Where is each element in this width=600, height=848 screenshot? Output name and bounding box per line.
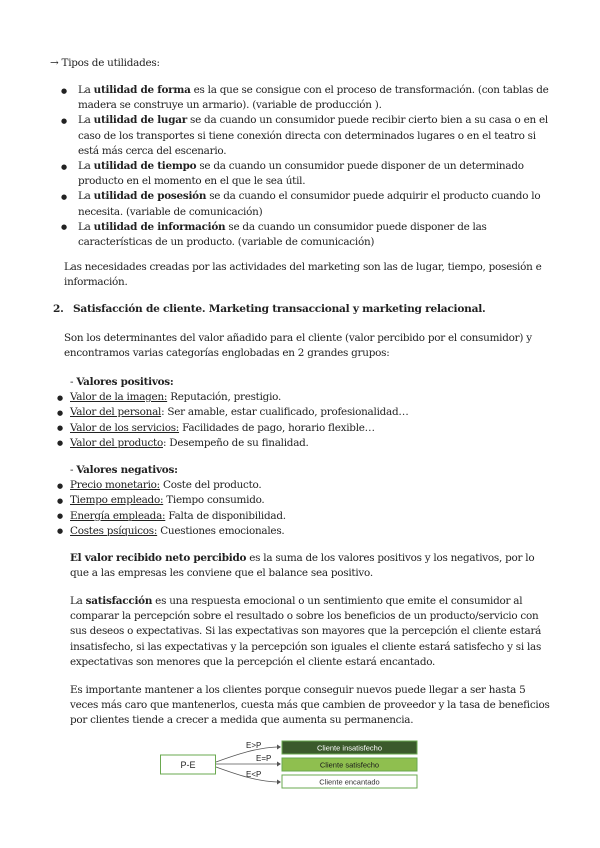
outcome-label: Cliente satisfecho [319,760,380,770]
source-label: P-E [180,760,196,770]
group-title [70,463,286,478]
item-term: Tiempo empleado: [70,494,164,507]
outcome-label: Cliente insatisfecho [316,743,383,753]
item-term: Valor de los servicios: [70,421,180,434]
item-term: utilidad de forma [93,84,191,96]
item-term: Costes psíquicos: [70,524,158,537]
item-text: Tiempo consumido. [163,494,265,507]
item-prefix: La [78,190,94,203]
utilidades-list [78,83,550,250]
group-title-text: Valores positivos: [76,376,174,388]
valores-positivos-list [70,390,409,451]
condition-label: E>P [246,741,262,750]
list-item [78,159,550,189]
group-dash: - [70,376,77,388]
outcome-label: Cliente encantado [319,777,380,787]
item-prefix: La [78,160,94,173]
list-item [78,220,550,250]
item-term: Valor del producto [70,436,163,449]
item-text: es la que se consigue con el proceso de transformación. (con tablas de madera se construye un armario). (variable de producción ). [78,84,549,112]
list-item [70,421,409,436]
valor-neto-term: El valor recibido neto percibido [70,552,247,564]
valores-negativos-group [70,463,286,539]
list-item [78,189,550,219]
section-heading [53,302,553,317]
arrow-head [277,762,281,767]
satisfaccion-prefix: La [70,595,86,607]
item-text: Falta de disponibilidad. [165,509,286,522]
group-title-text: Valores negativos: [76,464,178,476]
item-text: Reputación, prestigio. [167,391,282,404]
item-text: se da cuando un consumidor puede disponer de un determinado producto en el momento en el que le sea útil. [78,160,524,188]
item-text: se da cuando un consumidor puede recibir cierto bien a su casa o en el caso de los transportes si tiene conexión directa con determinados lugares o en el teatro si está más cerca del escenario. [78,114,548,157]
item-term: utilidad de lugar [93,114,187,127]
arrow-head [277,780,281,785]
item-text: Coste del producto. [159,479,262,492]
item-text: se da cuando el consumidor puede adquirir el producto cuando lo necesita. (variable de comunicación) [78,190,541,218]
list-item [70,478,286,493]
item-prefix: La [78,84,94,96]
item-prefix: La [78,220,94,233]
item-prefix: La [78,114,94,127]
list-item [70,405,409,420]
list-item [70,509,286,524]
item-text: : Ser amable, estar cualificado, profesionalidad… [161,406,409,419]
list-item [70,390,409,405]
satisfaccion-paragraph [70,594,552,670]
item-text: se da cuando un consumidor puede disponer de las características de un producto. (variable de comunicación) [78,220,487,249]
arrow-head [277,745,281,750]
section-number: 2. [53,303,64,315]
valor-neto-paragraph [70,551,552,581]
item-term: Energía empleada: [70,509,166,522]
item-term: utilidad de información [93,220,226,233]
item-term: Valor de la imagen: [70,391,168,404]
valores-positivos-group [70,375,409,451]
tipos-heading: → Tipos de utilidades: [50,57,160,69]
determinantes-paragraph: Son los determinantes del valor añadido para el cliente (valor percibido por el consumidor) y encontramos varias categorías englobadas en 2 grandes grupos: [64,332,532,360]
list-item [78,83,550,113]
item-text: Cuestiones emocionales. [157,524,285,537]
importante-paragraph: Es importante mantener a los clientes porque conseguir nuevos puede llegar a ser hasta 5 veces más caro que mantenerlos, cuesta más que cambien de proveedor y la tasa de beneficios por clientes tiende a crecer a medida que aumenta su permanencia. [70,684,550,727]
item-term: Valor del personal [70,406,162,419]
satisfaccion-text: es una respuesta emocional o un sentimiento que emite el consumidor al comparar la percepción sobre el resultado o sobre los beneficios de un producto/servicio con sus deseos o expectativas. Si las expectativas son mayores que la percepción el cliente estará insatisfecho, si las expectativas y la percepción son iguales el cliente estará satisfecho y si las expectativas son menores que la percepción el cliente estará encantado. [70,595,542,668]
satisfaction-diagram [160,740,418,790]
list-item [70,436,409,451]
item-text: : Desempeño de su finalidad. [163,436,309,449]
section-title: Satisfacción de cliente. Marketing transaccional y marketing relacional. [73,303,486,315]
necesidades-paragraph: Las necesidades creadas por las actividades del marketing son las de lugar, tiempo, posesión e información. [64,261,542,289]
satisfaccion-term: satisfacción [85,595,153,607]
list-item [70,493,286,508]
condition-label: E<P [246,770,262,779]
valor-neto-text: es la suma de los valores positivos y los negativos, por lo que a las empresas les conviene que el balance sea positivo. [70,552,535,580]
list-item [70,524,286,539]
condition-label: E=P [256,754,272,763]
item-text: Facilidades de pago, horario flexible… [179,421,375,434]
item-term: utilidad de tiempo [93,160,197,173]
item-term: utilidad de posesión [93,190,207,203]
list-item [78,113,550,159]
group-dash: - [70,464,77,476]
valores-negativos-list [70,478,286,539]
item-term: Precio monetario: [70,479,160,492]
group-title [70,375,409,390]
